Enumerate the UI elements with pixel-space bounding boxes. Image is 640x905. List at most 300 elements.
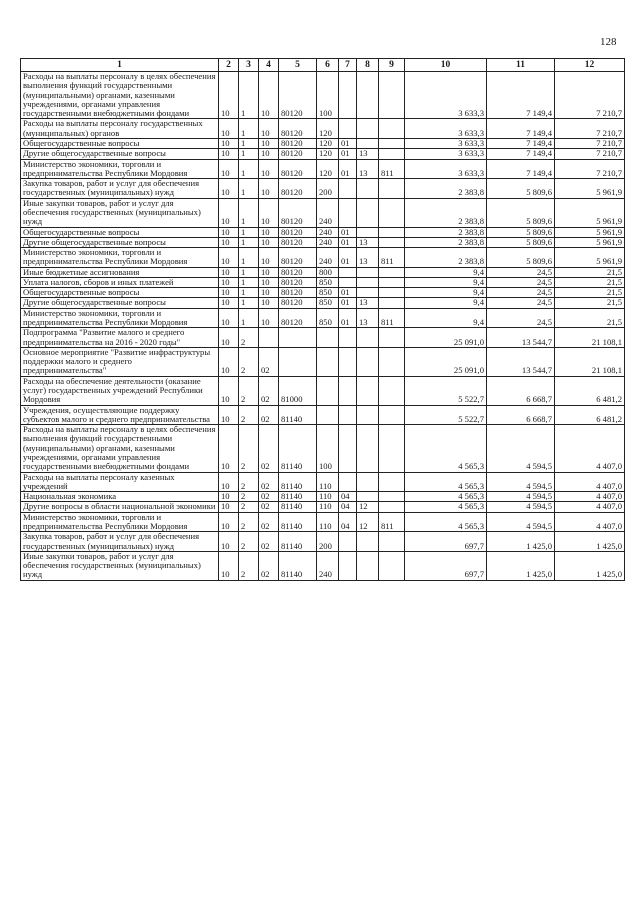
row-name: Общегосударственные вопросы (21, 288, 219, 298)
code-cell: 13 (357, 149, 379, 159)
code-cell: 1 (239, 277, 259, 287)
amount-cell: 5 809,6 (487, 227, 555, 237)
code-cell: 110 (317, 492, 339, 502)
code-cell (379, 376, 405, 405)
code-cell (379, 472, 405, 492)
amount-cell: 3 633,3 (405, 119, 487, 139)
code-cell: 10 (259, 159, 279, 179)
code-cell: 10 (219, 502, 239, 512)
code-cell: 01 (339, 308, 357, 328)
code-cell: 10 (259, 227, 279, 237)
code-cell (317, 376, 339, 405)
code-cell: 80120 (279, 298, 317, 308)
row-name: Уплата налогов, сборов и иных платежей (21, 277, 219, 287)
amount-cell: 3 633,3 (405, 159, 487, 179)
table-row (21, 298, 625, 308)
code-cell: 80120 (279, 179, 317, 199)
code-cell (379, 298, 405, 308)
table-row (21, 267, 625, 277)
code-cell (357, 72, 379, 119)
code-cell: 2 (239, 376, 259, 405)
code-cell: 04 (339, 502, 357, 512)
amount-cell: 7 149,4 (487, 149, 555, 159)
code-cell (339, 328, 357, 348)
table-row (21, 149, 625, 159)
amount-cell: 9,4 (405, 288, 487, 298)
code-cell: 1 (239, 288, 259, 298)
code-cell: 10 (219, 328, 239, 348)
amount-cell: 25 091,0 (405, 328, 487, 348)
code-cell: 10 (219, 298, 239, 308)
code-cell: 1 (239, 138, 259, 148)
code-cell: 80120 (279, 237, 317, 247)
col-header: 10 (405, 59, 487, 72)
amount-cell: 24,5 (487, 288, 555, 298)
code-cell (339, 405, 357, 425)
table-row (21, 119, 625, 139)
code-cell (339, 551, 357, 580)
code-cell: 10 (259, 237, 279, 247)
code-cell: 1 (239, 227, 259, 237)
table-row (21, 425, 625, 472)
table-row (21, 405, 625, 425)
code-cell: 10 (259, 119, 279, 139)
code-cell: 80120 (279, 277, 317, 287)
code-cell (379, 179, 405, 199)
table-row (21, 138, 625, 148)
code-cell: 10 (259, 308, 279, 328)
code-cell: 80120 (279, 267, 317, 277)
amount-cell: 9,4 (405, 298, 487, 308)
code-cell: 2 (239, 512, 259, 532)
row-name: Расходы на обеспечение деятельности (оказание услуг) государственных учреждений Республики Мордовия (21, 376, 219, 405)
code-cell (357, 288, 379, 298)
code-cell: 1 (239, 298, 259, 308)
code-cell: 01 (339, 288, 357, 298)
code-cell: 04 (339, 512, 357, 532)
amount-cell: 5 961,9 (555, 237, 625, 247)
code-cell: 10 (219, 532, 239, 552)
code-cell (379, 227, 405, 237)
code-cell: 01 (339, 248, 357, 268)
code-cell: 2 (239, 328, 259, 348)
table-row (21, 502, 625, 512)
code-cell (379, 119, 405, 139)
code-cell (357, 267, 379, 277)
code-cell (357, 328, 379, 348)
code-cell: 850 (317, 298, 339, 308)
amount-cell: 9,4 (405, 267, 487, 277)
code-cell: 10 (219, 551, 239, 580)
code-cell: 80120 (279, 198, 317, 227)
amount-cell: 2 383,8 (405, 198, 487, 227)
code-cell: 1 (239, 267, 259, 277)
code-cell: 80120 (279, 138, 317, 148)
code-cell: 2 (239, 551, 259, 580)
code-cell: 12 (357, 502, 379, 512)
code-cell: 80120 (279, 288, 317, 298)
table-row (21, 72, 625, 119)
code-cell: 01 (339, 237, 357, 247)
amount-cell: 24,5 (487, 277, 555, 287)
code-cell: 10 (219, 159, 239, 179)
code-cell: 10 (219, 179, 239, 199)
code-cell: 10 (219, 376, 239, 405)
row-name: Учреждения, осуществляющие поддержку субъектов малого и среднего предпринимательства (21, 405, 219, 425)
code-cell (357, 551, 379, 580)
amount-cell: 6 481,2 (555, 376, 625, 405)
code-cell: 10 (259, 138, 279, 148)
amount-cell: 7 149,4 (487, 138, 555, 148)
amount-cell: 3 633,3 (405, 138, 487, 148)
budget-table (20, 58, 625, 581)
row-name: Министерство экономики, торговли и предпринимательства Республики Мордовия (21, 159, 219, 179)
code-cell: 10 (259, 298, 279, 308)
code-cell (379, 149, 405, 159)
amount-cell: 21,5 (555, 298, 625, 308)
amount-cell: 697,7 (405, 532, 487, 552)
code-cell: 10 (259, 198, 279, 227)
amount-cell: 5 961,9 (555, 248, 625, 268)
table-row (21, 159, 625, 179)
amount-cell: 6 481,2 (555, 405, 625, 425)
row-name: Другие общегосударственные вопросы (21, 298, 219, 308)
code-cell: 01 (339, 159, 357, 179)
amount-cell: 21,5 (555, 277, 625, 287)
row-name: Иные закупки товаров, работ и услуг для обеспечения государственных (муниципальных) нужд (21, 551, 219, 580)
row-name: Министерство экономики, торговли и предпринимательства Республики Мордовия (21, 512, 219, 532)
code-cell: 10 (259, 149, 279, 159)
amount-cell: 4 407,0 (555, 472, 625, 492)
code-cell: 81140 (279, 425, 317, 472)
code-cell: 10 (219, 198, 239, 227)
code-cell (379, 328, 405, 348)
code-cell (357, 532, 379, 552)
code-cell: 81140 (279, 472, 317, 492)
code-cell: 80120 (279, 308, 317, 328)
code-cell: 13 (357, 237, 379, 247)
amount-cell: 13 544,7 (487, 347, 555, 376)
amount-cell: 4 565,3 (405, 512, 487, 532)
code-cell: 120 (317, 159, 339, 179)
col-header: 3 (239, 59, 259, 72)
code-cell: 2 (239, 405, 259, 425)
amount-cell: 5 961,9 (555, 198, 625, 227)
row-name: Расходы на выплаты персоналу государственных (муниципальных) органов (21, 119, 219, 139)
amount-cell: 5 522,7 (405, 376, 487, 405)
code-cell: 10 (219, 227, 239, 237)
code-cell (357, 138, 379, 148)
col-header: 9 (379, 59, 405, 72)
code-cell (379, 532, 405, 552)
code-cell: 240 (317, 198, 339, 227)
amount-cell: 5 809,6 (487, 179, 555, 199)
code-cell: 02 (259, 425, 279, 472)
code-cell: 100 (317, 425, 339, 472)
code-cell (339, 119, 357, 139)
row-name: Расходы на выплаты персоналу казенных учреждений (21, 472, 219, 492)
amount-cell: 13 544,7 (487, 328, 555, 348)
row-name: Расходы на выплаты персоналу в целях обеспечения выполнения функций государственными (муниципальными) органами, казенными учреждениями, органами управления государственными внебюджетными фондами (21, 72, 219, 119)
code-cell (339, 472, 357, 492)
code-cell: 81140 (279, 405, 317, 425)
amount-cell: 21,5 (555, 288, 625, 298)
code-cell: 1 (239, 72, 259, 119)
row-name: Другие общегосударственные вопросы (21, 149, 219, 159)
code-cell (317, 328, 339, 348)
code-cell (379, 492, 405, 502)
code-cell: 81140 (279, 502, 317, 512)
amount-cell: 4 594,5 (487, 492, 555, 502)
code-cell: 10 (219, 347, 239, 376)
row-name: Иные бюджетные ассигнования (21, 267, 219, 277)
col-header: 1 (21, 59, 219, 72)
col-header: 12 (555, 59, 625, 72)
code-cell: 81140 (279, 492, 317, 502)
code-cell: 10 (219, 138, 239, 148)
code-cell (379, 237, 405, 247)
code-cell: 120 (317, 119, 339, 139)
table-row (21, 248, 625, 268)
code-cell (379, 267, 405, 277)
code-cell: 80120 (279, 72, 317, 119)
col-header: 5 (279, 59, 317, 72)
code-cell: 10 (259, 72, 279, 119)
page-number: 128 (600, 36, 617, 48)
code-cell (279, 328, 317, 348)
amount-cell: 4 594,5 (487, 512, 555, 532)
code-cell: 10 (219, 237, 239, 247)
amount-cell: 24,5 (487, 308, 555, 328)
code-cell: 01 (339, 138, 357, 148)
code-cell: 811 (379, 308, 405, 328)
code-cell: 240 (317, 227, 339, 237)
code-cell: 13 (357, 298, 379, 308)
table-row (21, 472, 625, 492)
row-name: Закупка товаров, работ и услуг для обеспечения государственных (муниципальных) нужд (21, 532, 219, 552)
code-cell: 2 (239, 532, 259, 552)
amount-cell: 2 383,8 (405, 179, 487, 199)
code-cell: 120 (317, 149, 339, 159)
row-name: Другие вопросы в области национальной экономики (21, 502, 219, 512)
amount-cell: 7 210,7 (555, 119, 625, 139)
code-cell: 10 (219, 248, 239, 268)
code-cell: 10 (219, 149, 239, 159)
code-cell (357, 347, 379, 376)
code-cell: 10 (219, 405, 239, 425)
amount-cell: 1 425,0 (487, 551, 555, 580)
code-cell: 01 (339, 149, 357, 159)
code-cell: 811 (379, 512, 405, 532)
table-row (21, 198, 625, 227)
code-cell: 10 (219, 277, 239, 287)
amount-cell: 21 108,1 (555, 328, 625, 348)
amount-cell: 5 809,6 (487, 198, 555, 227)
amount-cell: 7 149,4 (487, 119, 555, 139)
table-row (21, 288, 625, 298)
code-cell: 10 (219, 288, 239, 298)
code-cell: 2 (239, 492, 259, 502)
code-cell: 1 (239, 248, 259, 268)
code-cell: 100 (317, 72, 339, 119)
table-row (21, 512, 625, 532)
code-cell: 811 (379, 248, 405, 268)
table-row (21, 492, 625, 502)
code-cell: 01 (339, 298, 357, 308)
code-cell (379, 198, 405, 227)
code-cell: 811 (379, 159, 405, 179)
amount-cell: 4 565,3 (405, 472, 487, 492)
code-cell (259, 328, 279, 348)
code-cell (339, 425, 357, 472)
table-row (21, 227, 625, 237)
code-cell (357, 119, 379, 139)
amount-cell: 21,5 (555, 308, 625, 328)
amount-cell: 25 091,0 (405, 347, 487, 376)
code-cell: 02 (259, 405, 279, 425)
code-cell: 10 (259, 179, 279, 199)
col-header: 6 (317, 59, 339, 72)
code-cell (339, 198, 357, 227)
code-cell: 10 (219, 308, 239, 328)
code-cell: 80120 (279, 248, 317, 268)
code-cell (357, 492, 379, 502)
row-name: Подпрограмма "Развитие малого и среднего предпринимательства на 2016 - 2020 годы" (21, 328, 219, 348)
table-row (21, 376, 625, 405)
code-cell: 02 (259, 551, 279, 580)
code-cell: 2 (239, 347, 259, 376)
code-cell: 2 (239, 425, 259, 472)
code-cell: 200 (317, 532, 339, 552)
amount-cell: 5 809,6 (487, 248, 555, 268)
code-cell: 10 (219, 267, 239, 277)
code-cell: 200 (317, 179, 339, 199)
code-cell: 02 (259, 376, 279, 405)
code-cell: 240 (317, 237, 339, 247)
code-cell: 02 (259, 502, 279, 512)
amount-cell: 4 565,3 (405, 502, 487, 512)
table-row (21, 179, 625, 199)
code-cell: 13 (357, 308, 379, 328)
table-row (21, 328, 625, 348)
table-row (21, 277, 625, 287)
code-cell: 10 (219, 512, 239, 532)
amount-cell: 2 383,8 (405, 227, 487, 237)
code-cell (339, 267, 357, 277)
amount-cell: 5 961,9 (555, 179, 625, 199)
amount-cell: 2 383,8 (405, 237, 487, 247)
row-name: Закупка товаров, работ и услуг для обеспечения государственных (муниципальных) нужд (21, 179, 219, 199)
code-cell: 13 (357, 248, 379, 268)
amount-cell: 1 425,0 (555, 532, 625, 552)
amount-cell: 4 565,3 (405, 425, 487, 472)
code-cell (339, 179, 357, 199)
amount-cell: 7 149,4 (487, 159, 555, 179)
amount-cell: 2 383,8 (405, 248, 487, 268)
amount-cell: 6 668,7 (487, 405, 555, 425)
code-cell (339, 532, 357, 552)
code-cell: 02 (259, 512, 279, 532)
code-cell: 10 (219, 119, 239, 139)
row-name: Расходы на выплаты персоналу в целях обеспечения выполнения функций государственными (муниципальными) органами, казенными учреждениями, органами управления государственными внебюджетными фондами (21, 425, 219, 472)
code-cell (357, 472, 379, 492)
code-cell: 13 (357, 159, 379, 179)
amount-cell: 5 522,7 (405, 405, 487, 425)
amount-cell: 4 565,3 (405, 492, 487, 502)
code-cell: 1 (239, 179, 259, 199)
code-cell: 1 (239, 198, 259, 227)
code-cell (379, 502, 405, 512)
code-cell (379, 277, 405, 287)
code-cell: 10 (219, 492, 239, 502)
table-row (21, 308, 625, 328)
code-cell: 1 (239, 159, 259, 179)
row-name: Иные закупки товаров, работ и услуг для обеспечения государственных (муниципальных) нужд (21, 198, 219, 227)
amount-cell: 5 961,9 (555, 227, 625, 237)
table-row (21, 237, 625, 247)
code-cell: 01 (339, 227, 357, 237)
code-cell: 850 (317, 308, 339, 328)
amount-cell: 697,7 (405, 551, 487, 580)
code-cell (339, 376, 357, 405)
code-cell: 02 (259, 492, 279, 502)
code-cell (279, 347, 317, 376)
col-header: 4 (259, 59, 279, 72)
code-cell (379, 138, 405, 148)
amount-cell: 9,4 (405, 277, 487, 287)
code-cell: 02 (259, 472, 279, 492)
code-cell: 10 (219, 72, 239, 119)
row-name: Министерство экономики, торговли и предпринимательства Республики Мордовия (21, 248, 219, 268)
amount-cell: 7 210,7 (555, 138, 625, 148)
amount-cell: 7 210,7 (555, 72, 625, 119)
code-cell: 110 (317, 502, 339, 512)
code-cell: 80120 (279, 149, 317, 159)
amount-cell: 24,5 (487, 298, 555, 308)
row-name: Основное мероприятие "Развитие инфраструктуры поддержки малого и среднего предпринимательства" (21, 347, 219, 376)
code-cell (379, 347, 405, 376)
amount-cell: 4 407,0 (555, 492, 625, 502)
row-name: Общегосударственные вопросы (21, 138, 219, 148)
code-cell (357, 227, 379, 237)
code-cell (379, 551, 405, 580)
amount-cell: 3 633,3 (405, 72, 487, 119)
code-cell: 850 (317, 277, 339, 287)
code-cell: 10 (259, 248, 279, 268)
table-header-row (21, 59, 625, 72)
amount-cell: 5 809,6 (487, 237, 555, 247)
code-cell (357, 179, 379, 199)
code-cell: 80120 (279, 119, 317, 139)
amount-cell: 7 210,7 (555, 159, 625, 179)
code-cell: 1 (239, 308, 259, 328)
code-cell: 120 (317, 138, 339, 148)
col-header: 8 (357, 59, 379, 72)
amount-cell: 4 594,5 (487, 502, 555, 512)
code-cell: 80120 (279, 159, 317, 179)
amount-cell: 7 210,7 (555, 149, 625, 159)
row-name: Национальная экономика (21, 492, 219, 502)
col-header: 11 (487, 59, 555, 72)
code-cell: 81000 (279, 376, 317, 405)
code-cell (339, 72, 357, 119)
table-row (21, 532, 625, 552)
amount-cell: 9,4 (405, 308, 487, 328)
col-header: 7 (339, 59, 357, 72)
amount-cell: 4 594,5 (487, 472, 555, 492)
code-cell: 1 (239, 119, 259, 139)
code-cell: 04 (339, 492, 357, 502)
